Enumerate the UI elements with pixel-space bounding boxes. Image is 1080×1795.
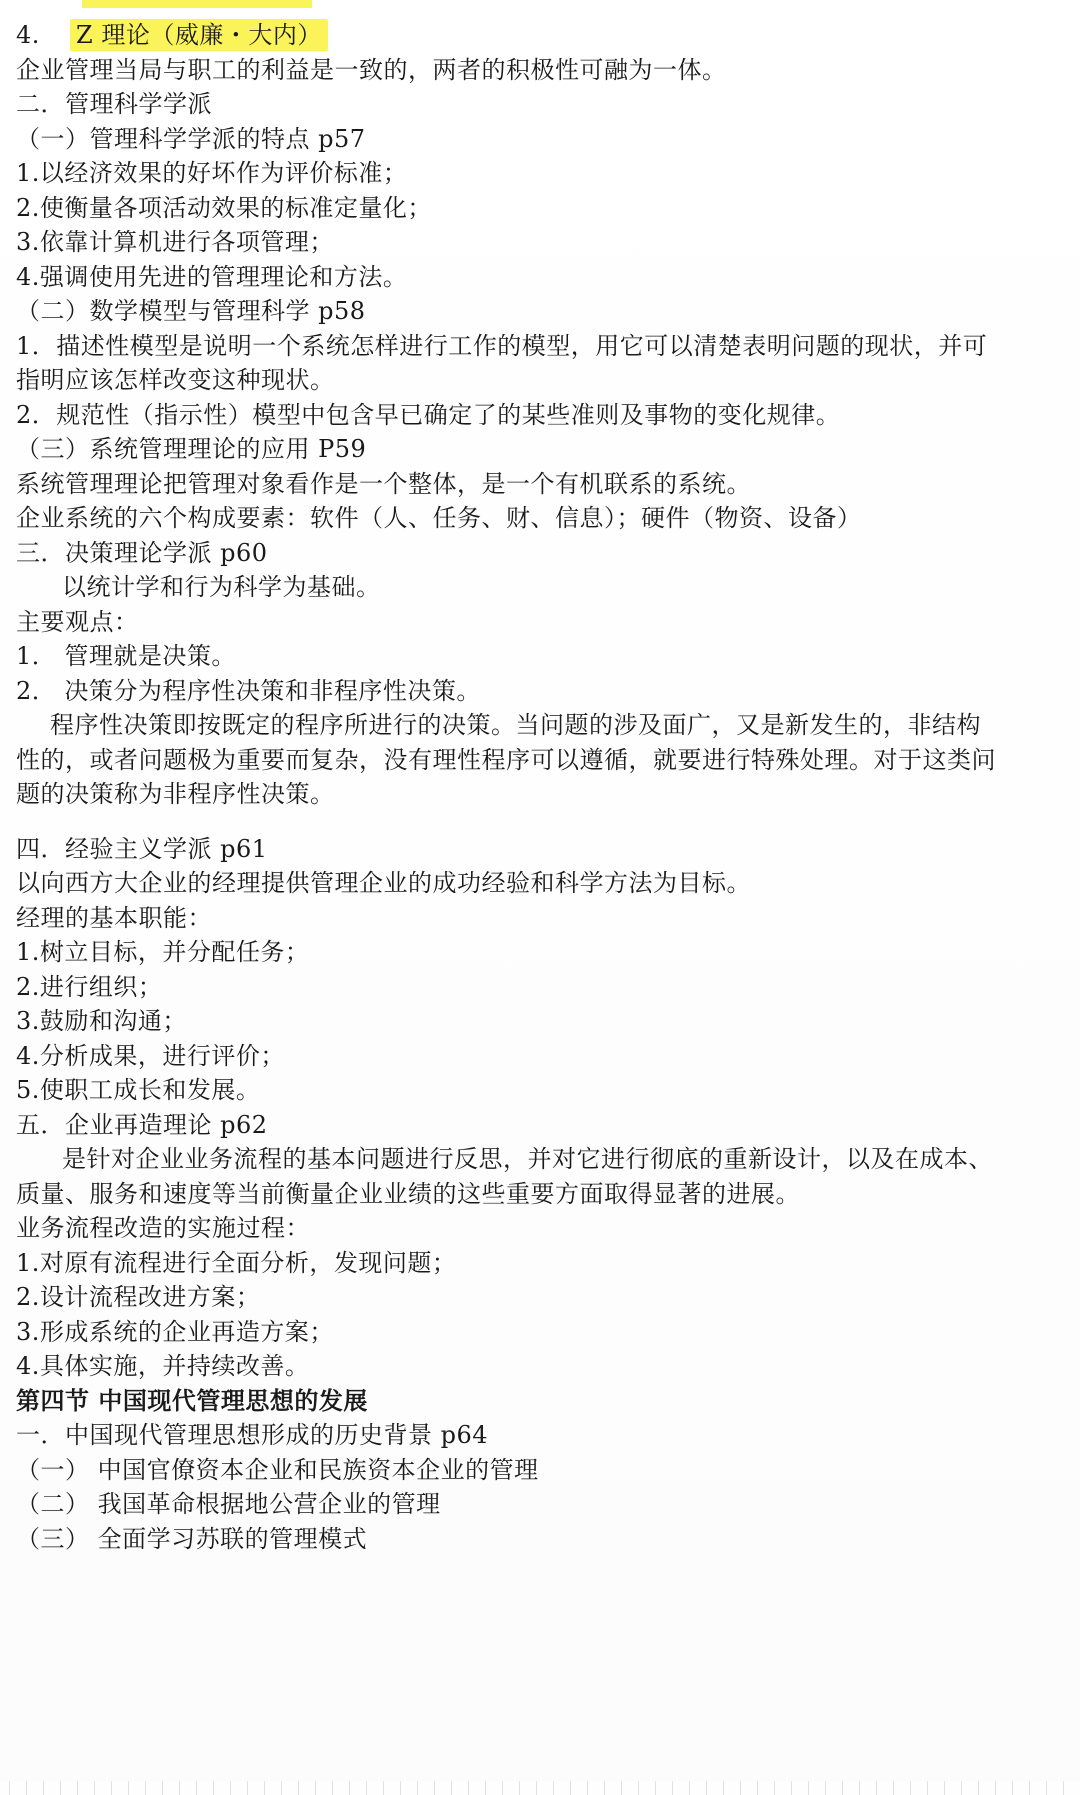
text-line: 以向西方大企业的经理提供管理企业的成功经验和科学方法为目标。: [16, 869, 751, 897]
list-item: 2． 决策分为程序性决策和非程序性决策。: [16, 677, 481, 705]
list-item: 4.强调使用先进的管理理论和方法。: [16, 263, 408, 291]
list-item: 3.鼓励和沟通；: [16, 1007, 187, 1035]
text-line: 业务流程改造的实施过程：: [16, 1214, 310, 1242]
section-heading: 三．决策理论学派 p60: [16, 539, 268, 567]
list-item: 1.树立目标，并分配任务；: [16, 938, 310, 966]
list-item: 2.使衡量各项活动效果的标准定量化；: [16, 194, 432, 222]
subsection-heading: （二）数学模型与管理科学 p58: [16, 297, 366, 325]
list-item: 5.使职工成长和发展。: [16, 1076, 261, 1104]
text-line: 题的决策称为非程序性决策。: [16, 780, 335, 808]
text-line: 指明应该怎样改变这种现状。: [16, 366, 335, 394]
subsection-heading: （三） 全面学习苏联的管理模式: [16, 1525, 368, 1553]
subsection-heading: （二） 我国革命根据地公营企业的管理: [16, 1490, 441, 1518]
item-number: 4.: [16, 21, 40, 49]
list-item: 2．规范性（指示性）模型中包含早已确定了的某些准则及事物的变化规律。: [16, 401, 841, 429]
subsection-heading: （三）系统管理理论的应用 P59: [16, 435, 367, 463]
text-line: 是针对企业业务流程的基本问题进行反思，并对它进行彻底的重新设计，以及在成本、: [62, 1145, 993, 1173]
text-line: 性的，或者问题极为重要而复杂，没有理性程序可以遵循，就要进行特殊处理。对于这类问: [16, 746, 996, 774]
chapter-section-title: 第四节 中国现代管理思想的发展: [16, 1387, 368, 1415]
text-line: 程序性决策即按既定的程序所进行的决策。当问题的涉及面广，又是新发生的，非结构: [50, 711, 981, 739]
text-line: 经理的基本职能：: [16, 904, 212, 932]
text-line: 质量、服务和速度等当前衡量企业业绩的这些重要方面取得显著的进展。: [16, 1180, 800, 1208]
section-heading: 五．企业再造理论 p62: [16, 1111, 268, 1139]
list-item: 1． 管理就是决策。: [16, 642, 236, 670]
list-item: 3.依靠计算机进行各项管理；: [16, 228, 334, 256]
text-line: 主要观点：: [16, 608, 139, 636]
list-item: 2.进行组织；: [16, 973, 163, 1001]
list-item: 3.形成系统的企业再造方案；: [16, 1318, 334, 1346]
subsection-heading: （一） 中国官僚资本企业和民族资本企业的管理: [16, 1456, 539, 1484]
list-item: 1．描述性模型是说明一个系统怎样进行工作的模型，用它可以清楚表明问题的现状，并可: [16, 332, 988, 360]
scan-edge-artifact: [0, 1781, 1080, 1795]
section-heading: 二．管理科学学派: [16, 90, 212, 118]
section-heading: 四．经验主义学派 p61: [16, 835, 268, 863]
list-item: 1.对原有流程进行全面分析，发现问题；: [16, 1249, 457, 1277]
list-item: 2.设计流程改进方案；: [16, 1283, 261, 1311]
text-line: 企业系统的六个构成要素：软件（人、任务、财、信息）；硬件（物资、设备）: [16, 504, 862, 532]
highlight-strip: [82, 0, 312, 8]
subsection-heading: （一）管理科学学派的特点 p57: [16, 125, 366, 153]
heading-z-theory: [16, 18, 328, 52]
section-heading: 一．中国现代管理思想形成的历史背景 p64: [16, 1421, 489, 1449]
highlighted-title: Z 理论（威廉・大内）: [70, 19, 328, 51]
list-item: 1.以经济效果的好坏作为评价标准；: [16, 159, 408, 187]
text-line: 系统管理理论把管理对象看作是一个整体，是一个有机联系的系统。: [16, 470, 751, 498]
text-line: 以统计学和行为科学为基础。: [62, 573, 381, 601]
list-item: 4.分析成果，进行评价；: [16, 1042, 285, 1070]
list-item: 4.具体实施，并持续改善。: [16, 1352, 310, 1380]
text-line: 企业管理当局与职工的利益是一致的，两者的积极性可融为一体。: [16, 56, 727, 84]
